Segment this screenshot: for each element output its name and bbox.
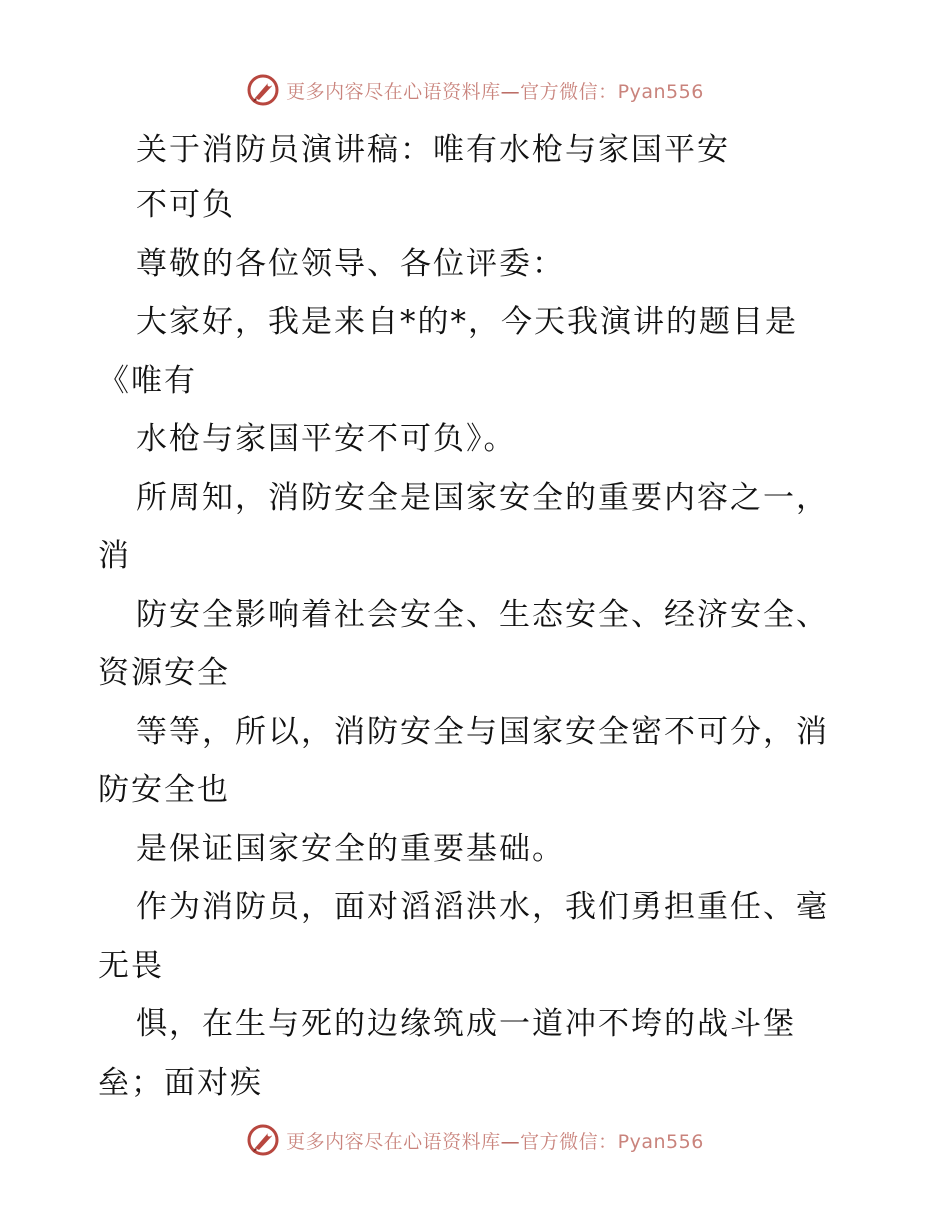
text-line: 无畏 [98,948,164,984]
banner-prefix: 更多内容尽在心语资料库 [286,80,501,103]
banner-prefix: 更多内容尽在心语资料库 [286,1130,501,1153]
text-line: 是保证国家安全的重要基础。 [136,831,565,867]
text-line: 消 [98,538,131,574]
text-line: 《唯有 [98,363,197,399]
pen-logo-icon [246,1123,280,1157]
header-banner [0,70,950,110]
banner-dash: — [500,1130,521,1153]
banner-suffix: 官方微信：Pyan556 [520,1130,704,1153]
text-line: 防安全也 [98,772,230,808]
text-line: 防安全影响着社会安全、生态安全、经济安全、 [136,597,829,633]
text-line: 大家好，我是来自*的*，今天我演讲的题目是 [136,304,798,340]
text-line: 尊敬的各位领导、各位评委： [136,246,565,282]
text-line: 不可负 [136,187,235,223]
pen-logo-icon [246,73,280,107]
text-line: 资源安全 [98,655,230,691]
text-line: 等等，所以，消防安全与国家安全密不可分，消 [136,714,829,750]
text-line: 关于消防员演讲稿：唯有水枪与家国平安 [136,132,730,168]
footer-banner [0,1120,950,1160]
text-line: 所周知，消防安全是国家安全的重要内容之一， [136,480,829,516]
banner-dash: — [500,80,521,103]
text-line: 垒；面对疾 [98,1065,263,1101]
banner-suffix: 官方微信：Pyan556 [520,80,704,103]
banner-text [286,1127,704,1154]
text-line: 水枪与家国平安不可负》。 [136,421,517,457]
text-line: 作为消防员，面对滔滔洪水，我们勇担重任、毫 [136,889,829,925]
banner-text [286,77,704,104]
text-line: 惧，在生与死的边缘筑成一道冲不垮的战斗堡 [136,1006,796,1042]
